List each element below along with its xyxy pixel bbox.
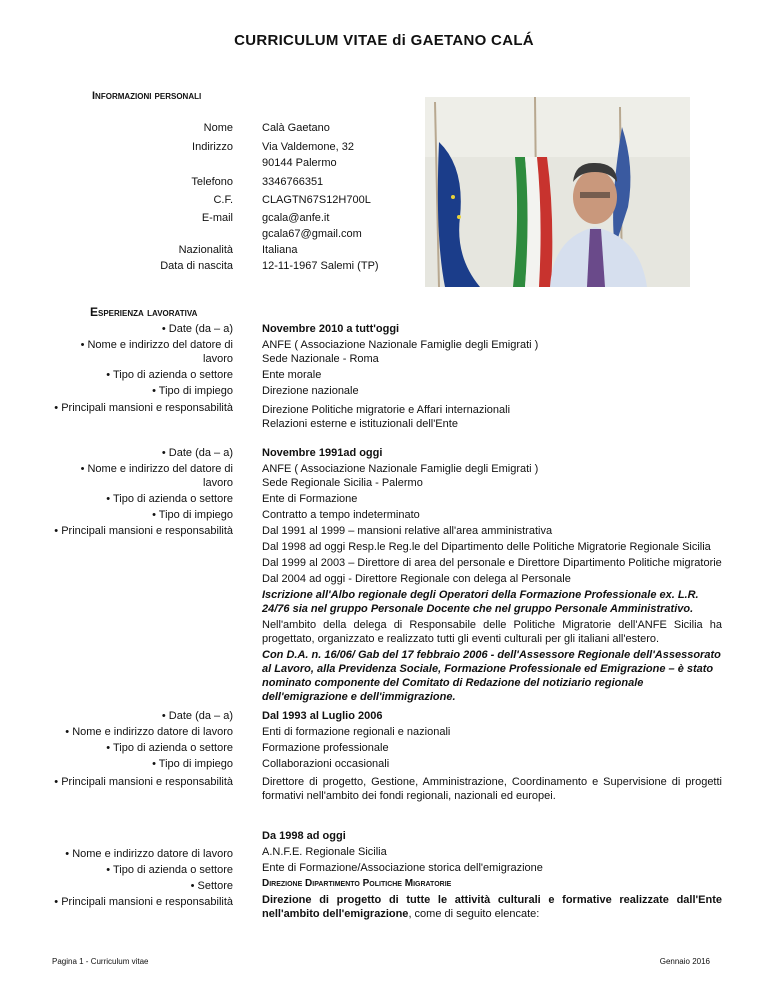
personal-info-heading: Informazioni personali <box>92 90 202 102</box>
label-telefono: Telefono <box>191 176 233 188</box>
label-type: • Tipo di azienda o settore <box>106 864 233 876</box>
exp2-employer-1: ANFE ( Associazione Nazionale Famiglie degli Emigrati ) <box>262 463 539 475</box>
value-nazionalita: Italiana <box>262 244 298 256</box>
exp3-employer: Enti di formazione regionali e nazionali <box>262 726 451 738</box>
label-cf: C.F. <box>213 194 233 206</box>
label-nome: Nome <box>203 122 233 134</box>
exp2-duty-6: Nell'ambito della delega di Responsabile delle Politiche Migratorie dell'ANFE Sicilia ha progettato, organizzato e realizzato tutti gli eventi culturali per gli italiani all'estero. <box>262 619 722 645</box>
label-nazionalita: Nazionalità <box>178 244 233 256</box>
value-email-1[interactable]: gcala@anfe.it <box>262 212 330 224</box>
exp2-type: Ente di Formazione <box>262 493 358 505</box>
exp1-duties-1: Direzione Politiche migratorie e Affari internazionali <box>262 404 511 416</box>
value-indirizzo-1: Via Valdemone, 32 <box>262 141 354 153</box>
exp4-duties <box>262 893 722 921</box>
label-sector: • Settore <box>190 880 233 892</box>
label-data-nascita: Data di nascita <box>160 260 233 272</box>
experience-heading: Esperienza lavorativa <box>90 305 198 319</box>
portrait-photo <box>425 97 690 287</box>
experience-3 <box>262 709 722 803</box>
exp3-type: Formazione professionale <box>262 742 389 754</box>
label-type: • Tipo di azienda o settore <box>106 742 233 754</box>
exp1-duties-2: Relazioni esterne e istituzionali dell'Ente <box>262 418 458 430</box>
experience-2 <box>262 446 722 704</box>
label-job: • Tipo di impiego <box>152 509 233 521</box>
label-date: • Date (da – a) <box>161 323 233 335</box>
exp2-duty-3: Dal 1999 al 2003 – Direttore di area del personale e Direttore Dipartimento Politiche migratorie <box>262 557 722 569</box>
exp2-duty-1: Dal 1991 al 1999 – mansioni relative all'area amministrativa <box>262 525 553 537</box>
exp2-employer-2: Sede Regionale Sicilia - Palermo <box>262 477 423 489</box>
label-job: • Tipo di impiego <box>152 385 233 397</box>
exp2-duty-5: Iscrizione all'Albo regionale degli Operatori della Formazione Professionale ex. L.R. 24/76 sia nel gruppo Personale Docente che nel gruppo Personale Amministrativo. <box>262 589 699 615</box>
exp3-duties: Direttore di progetto, Gestione, Amministrazione, Coordinamento e Supervisione di progetti formativi nell'ambito dei fondi regionali, nazionali ed europei. <box>262 776 722 802</box>
label-employer: • Nome e indirizzo del datore di <box>80 463 233 475</box>
exp2-duty-4: Dal 2004 ad oggi - Direttore Regionale con delega al Personale <box>262 573 571 585</box>
exp2-duty-7: Con D.A. n. 16/06/ Gab del 17 febbraio 2006 - dell'Assessore Regionale dell'Assessorato al Lavoro, alla Previdenza Sociale, Formazione Professionale ed Emigrazione – è stato nominato componente del Comitato di Redazione del notiziario regionale dell'emigrazione e dell'immigrazione. <box>262 649 721 703</box>
value-cf: CLAGTN67S12H700L <box>262 194 371 206</box>
exp3-job: Collaborazioni occasionali <box>262 758 390 770</box>
value-data-nascita: 12-11-1967 Salemi (TP) <box>262 260 379 272</box>
exp1-job: Direzione nazionale <box>262 385 359 397</box>
exp4-sector: Direzione Dipartimento Politiche Migratorie <box>262 878 452 889</box>
exp2-duty-2: Dal 1998 ad oggi Resp.le Reg.le del Dipartimento delle Politiche Migratorie Regionale Sicilia <box>262 541 711 553</box>
label-type: • Tipo di azienda o settore <box>106 493 233 505</box>
footer-date: Gennaio 2016 <box>659 957 710 966</box>
exp2-job: Contratto a tempo indeterminato <box>262 509 420 521</box>
label-email: E-mail <box>201 212 233 224</box>
label-employer-cont: lavoro <box>203 477 233 489</box>
value-nome: Calà Gaetano <box>262 122 330 134</box>
exp4-duties-bold: Direzione di progetto di tutte le attività culturali e formative realizzate dall'Ente nell'ambito dell'emigrazione <box>262 894 722 920</box>
label-job: • Tipo di impiego <box>152 758 233 770</box>
label-duties: • Principali mansioni e responsabilità <box>54 776 233 788</box>
exp1-type: Ente morale <box>262 369 322 381</box>
value-telefono: 3346766351 <box>262 176 324 188</box>
footer-page: Pagina 1 - Curriculum vitae <box>52 957 149 966</box>
experience-4 <box>262 829 722 921</box>
label-duties: • Principali mansioni e responsabilità <box>54 525 233 537</box>
page-title: CURRICULUM VITAE di GAETANO CALÁ <box>234 32 534 49</box>
exp1-employer-1: ANFE ( Associazione Nazionale Famiglie degli Emigrati ) <box>262 339 539 351</box>
exp4-date: Da 1998 ad oggi <box>262 830 346 842</box>
label-employer: • Nome e indirizzo datore di lavoro <box>65 726 233 738</box>
label-duties: • Principali mansioni e responsabilità <box>54 896 233 908</box>
label-date: • Date (da – a) <box>161 447 233 459</box>
value-indirizzo-2: 90144 Palermo <box>262 157 337 169</box>
exp3-date: Dal 1993 al Luglio 2006 <box>262 710 383 722</box>
label-employer: • Nome e indirizzo datore di lavoro <box>65 848 233 860</box>
label-indirizzo: Indirizzo <box>192 141 233 153</box>
exp2-date: Novembre 1991ad oggi <box>262 447 383 459</box>
exp4-type: Ente di Formazione/Associazione storica dell'emigrazione <box>262 862 543 874</box>
label-date: • Date (da – a) <box>161 710 233 722</box>
exp1-employer-2: Sede Nazionale - Roma <box>262 353 379 365</box>
exp4-employer: A.N.F.E. Regionale Sicilia <box>262 846 387 858</box>
exp4-duties-rest: , come di seguito elencate: <box>408 908 540 920</box>
label-type: • Tipo di azienda o settore <box>106 369 233 381</box>
label-employer-cont: lavoro <box>203 353 233 365</box>
label-duties: • Principali mansioni e responsabilità <box>54 402 233 414</box>
label-employer: • Nome e indirizzo del datore di <box>80 339 233 351</box>
experience-1 <box>262 322 722 431</box>
value-email-2[interactable]: gcala67@gmail.com <box>262 228 362 240</box>
exp1-date: Novembre 2010 a tutt'oggi <box>262 323 400 335</box>
